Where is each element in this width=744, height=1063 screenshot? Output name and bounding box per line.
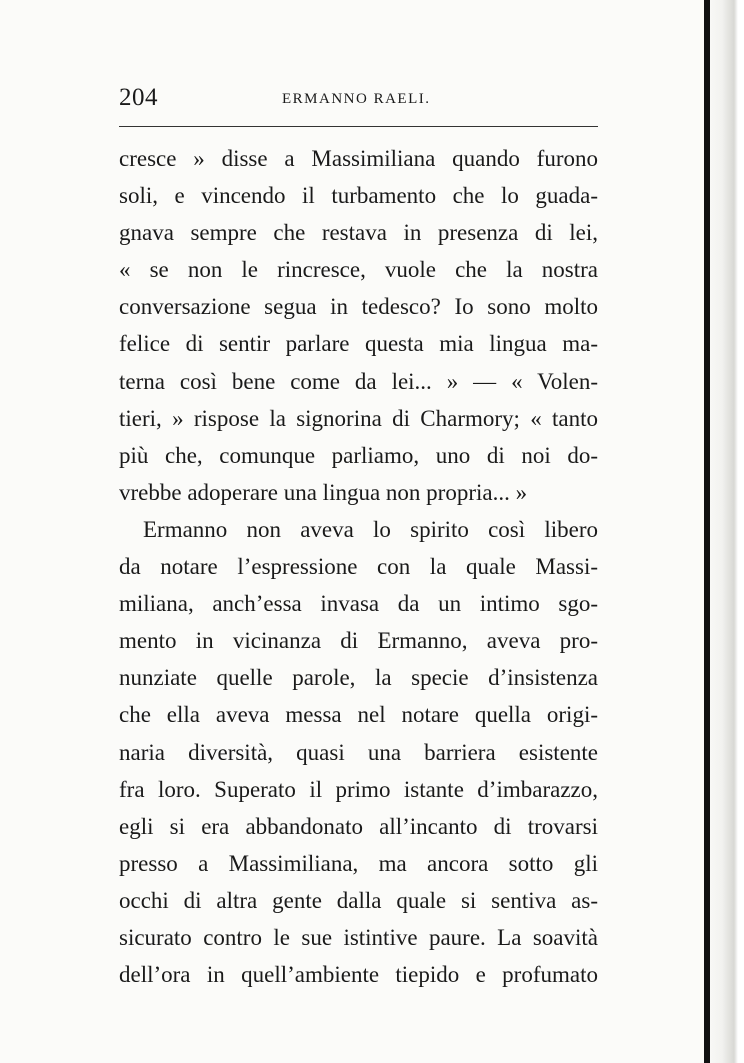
text-line: nunziate quelle parole, la specie d’insistenza (119, 665, 598, 691)
text-line: soli, e vincendo il turbamento che lo guada- (119, 183, 598, 209)
body-text (119, 140, 598, 993)
text-line: egli si era abbandonato all’incanto di trovarsi (119, 813, 598, 839)
text-line: tieri, » rispose la signorina di Charmory; « tanto (119, 405, 598, 431)
text-line: cresce » disse a Massimiliana quando furono (119, 146, 598, 171)
text-line: che ella aveva messa nel notare quella origi- (119, 702, 598, 728)
text-line: vrebbe adoperare una lingua non propria... » (119, 479, 528, 505)
text-line: Ermanno non aveva lo spirito così libero (143, 516, 598, 542)
binding-shadow-line (704, 0, 710, 1063)
page-header (119, 84, 598, 114)
text-line: presso a Massimiliana, ma ancora sotto gli (119, 850, 598, 876)
text-line: mento in vicinanza di Ermanno, aveva pro- (119, 628, 598, 654)
page-binding-edge (704, 0, 744, 1063)
text-line: felice di sentir parlare questa mia lingua ma- (119, 331, 598, 357)
text-line: sicurato contro le sue istintive paure. La soavità (119, 924, 598, 950)
text-line: più che, comunque parliamo, uno di noi do- (119, 442, 598, 468)
text-line: occhi di altra gente dalla quale si sentiva as- (119, 887, 598, 913)
text-line: gnava sempre che restava in presenza di lei, (119, 220, 598, 246)
text-line: miliana, anch’essa invasa da un intimo sgo- (119, 591, 598, 617)
text-line: dell’ora in quell’ambiente tiepido e profumato (119, 962, 598, 988)
header-rule (119, 126, 598, 127)
page-number: 204 (119, 84, 158, 111)
text-line: « se non le rincresce, vuole che la nostra (119, 257, 598, 283)
text-line: conversazione segua in tedesco? Io sono molto (119, 294, 598, 320)
text-line: da notare l’espressione con la quale Massi- (119, 554, 598, 580)
text-line: naria diversità, quasi una barriera esistente (119, 739, 598, 765)
running-title: ERMANNO RAELI. (282, 91, 431, 107)
text-line: terna così bene come da lei... » — « Volen- (119, 368, 598, 394)
text-line: fra loro. Superato il primo istante d’imbarazzo, (119, 776, 598, 802)
